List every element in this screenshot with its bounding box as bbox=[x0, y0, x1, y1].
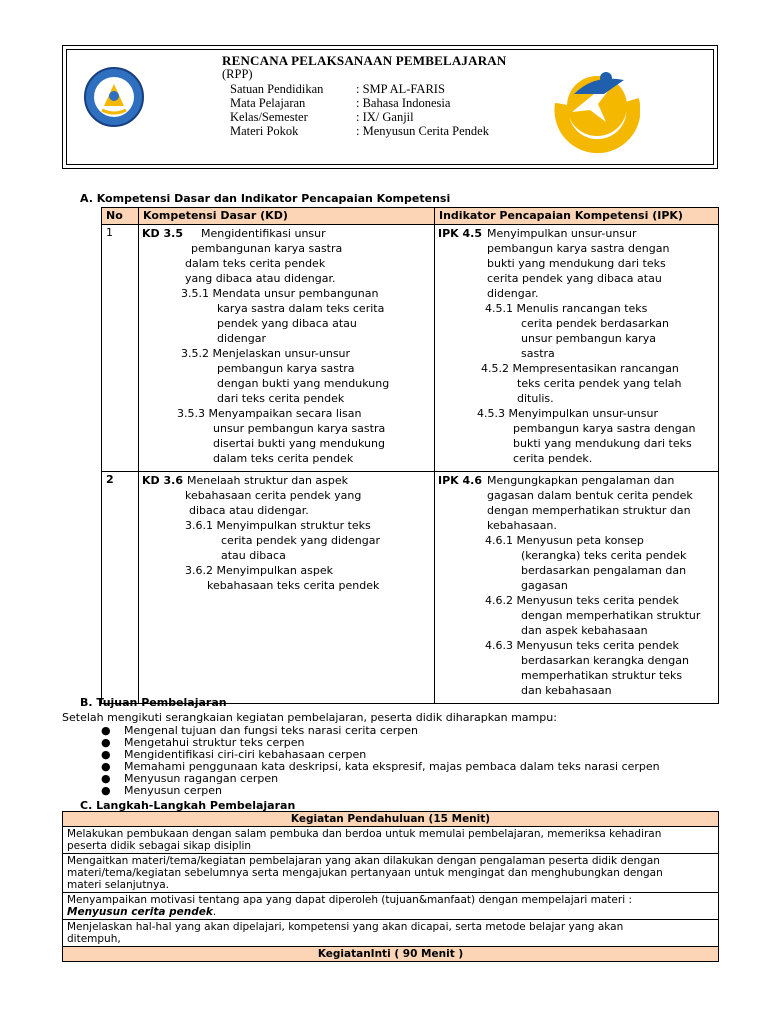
step-3 bbox=[63, 893, 719, 920]
r1kd-line: pendek yang dibaca atau bbox=[217, 317, 357, 330]
r1kd-line: karya sastra dalam teks cerita bbox=[217, 302, 385, 315]
r1kd-line: Mengidentifikasi unsur bbox=[201, 227, 326, 240]
col-ipk: Indikator Pencapaian Kompetensi (IPK) bbox=[435, 208, 719, 225]
r2ipk-line: (kerangka) teks cerita pendek bbox=[521, 549, 687, 562]
document-subtitle: (RPP) bbox=[222, 67, 253, 81]
step-2-line-3: materi selanjutnya. bbox=[67, 879, 170, 891]
r1kd-line: disertai bukti yang mendukung bbox=[213, 437, 385, 450]
r2ipk-line: 4.6.2 Menyusun teks cerita pendek bbox=[485, 594, 679, 607]
r1kd-line: dengan bukti yang mendukung bbox=[217, 377, 390, 390]
r1ipk-line: cerita pendek yang dibaca atau bbox=[487, 272, 662, 285]
r1ipk-line: Menyimpulkan unsur-unsur bbox=[487, 227, 637, 240]
r1ipk-line: 4.5.1 Menulis rancangan teks bbox=[485, 302, 648, 315]
r2ipk-line: gagasan dalam bentuk cerita pendek bbox=[487, 489, 693, 502]
r2ipk-line: dengan memperhatikan struktur bbox=[521, 609, 701, 622]
inti-header: KegiatanInti ( 90 Menit ) bbox=[63, 947, 719, 962]
table-row bbox=[63, 893, 719, 920]
r2ipk-line: gagasan bbox=[521, 579, 568, 592]
table-row bbox=[63, 920, 719, 947]
r2kd-head: KD 3.6 bbox=[142, 474, 183, 487]
header-value-satuan: : SMP AL-FARIS bbox=[356, 82, 445, 96]
r1ipk-line: pembangun karya sastra dengan bbox=[513, 422, 696, 435]
document-title: RENCANA PELAKSANAAN PEMBELAJARAN bbox=[222, 53, 507, 68]
kurikulum-2013-logo bbox=[554, 64, 640, 154]
header-value-kelas: : IX/ Ganjil bbox=[356, 110, 414, 124]
list-item: Memahami penggunaan kata deskripsi, kata ekspresif, majas pembaca dalam teks narasi cerpen bbox=[124, 760, 660, 773]
step-4-line-1: Menjelaskan hal-hal yang akan dipelajari, kompetensi yang akan dicapai, serta metode belajar yang akan bbox=[67, 921, 624, 933]
r2kd-line: Menelaah struktur dan aspek bbox=[187, 474, 348, 487]
r2kd-line: kebahasaan teks cerita pendek bbox=[207, 579, 380, 592]
row2-ipk-cell bbox=[435, 472, 719, 704]
r1kd-line: didengar bbox=[217, 332, 267, 345]
header-label-kelas: Kelas/Semester bbox=[230, 110, 308, 124]
r2ipk-line: dan kebahasaan bbox=[521, 684, 612, 697]
step-1-line-1: Melakukan pembukaan dengan salam pembuka dan berdoa untuk memulai pembelajaran, memeriksa kehadiran bbox=[67, 828, 662, 840]
row2-no: 2 bbox=[102, 472, 139, 704]
r1ipk-line: cerita pendek berdasarkan bbox=[521, 317, 669, 330]
r2ipk-line: memperhatikan struktur teks bbox=[521, 669, 683, 682]
r2ipk-head: IPK 4.6 bbox=[438, 474, 482, 487]
section-b-intro: Setelah mengikuti serangkaian kegiatan pembelajaran, peserta didik diharapkan mampu: bbox=[62, 711, 557, 724]
r1kd-line: pembangun karya sastra bbox=[217, 362, 355, 375]
r2ipk-line: 4.6.3 Menyusun teks cerita pendek bbox=[485, 639, 679, 652]
step-4 bbox=[63, 920, 719, 947]
table-row bbox=[63, 827, 719, 854]
r1ipk-line: 4.5.3 Menyimpulkan unsur-unsur bbox=[477, 407, 658, 420]
table-row bbox=[63, 854, 719, 893]
pendahuluan-header: Kegiatan Pendahuluan (15 Menit) bbox=[63, 812, 719, 827]
r1kd-line: dalam teks cerita pendek bbox=[213, 452, 354, 465]
header-label-mapel: Mata Pelajaran bbox=[230, 96, 306, 110]
header-value-materi: : Menyusun Cerita Pendek bbox=[356, 124, 489, 138]
r1ipk-line: teks cerita pendek yang telah bbox=[517, 377, 682, 390]
kompetensi-table bbox=[101, 207, 719, 704]
r2kd-line: 3.6.1 Menyimpulkan struktur teks bbox=[185, 519, 371, 532]
list-item: Mengetahui struktur teks cerpen bbox=[124, 736, 305, 749]
row1-kd-cell bbox=[139, 225, 435, 472]
step-3-materi: Menyusun cerita pendek bbox=[67, 906, 213, 918]
r2ipk-line: dengan memperhatikan struktur dan bbox=[487, 504, 691, 517]
r1ipk-line: sastra bbox=[521, 347, 555, 360]
r1ipk-line: pembangun karya sastra dengan bbox=[487, 242, 670, 255]
bullet-icon: ● bbox=[101, 784, 111, 797]
step-2-line-1: Mengaitkan materi/tema/kegiatan pembelajaran yang akan dilakukan dengan pengalaman peserta didik dengan bbox=[67, 855, 660, 867]
bullet-icon: ● bbox=[101, 724, 111, 737]
step-1-line-2: peserta didik sebagai sikap disiplin bbox=[67, 840, 252, 852]
r1kd-line: dari teks cerita pendek bbox=[217, 392, 345, 405]
list-item: Menyusun cerpen bbox=[124, 784, 222, 797]
row2-kd-cell bbox=[139, 472, 435, 704]
header-label-satuan: Satuan Pendidikan bbox=[230, 82, 324, 96]
step-4-line-2: ditempuh, bbox=[67, 933, 121, 945]
r2ipk-line: kebahasaan. bbox=[487, 519, 557, 532]
r1kd-line: 3.5.2 Menjelaskan unsur-unsur bbox=[181, 347, 351, 360]
r1kd-line: unsur pembangun karya sastra bbox=[213, 422, 386, 435]
table-header-row bbox=[102, 208, 719, 225]
bullet-icon: ● bbox=[101, 736, 111, 749]
r2ipk-line: berdasarkan pengalaman dan bbox=[521, 564, 687, 577]
section-a-title: A. Kompetensi Dasar dan Indikator Pencapaian Kompetensi bbox=[80, 192, 451, 205]
r1kd-line: dalam teks cerita pendek bbox=[185, 257, 326, 270]
row1-no: 1 bbox=[102, 225, 139, 472]
r2ipk-line: Mengungkapkan pengalaman dan bbox=[487, 474, 675, 487]
list-item: Menyusun ragangan cerpen bbox=[124, 772, 279, 785]
table-row bbox=[102, 225, 719, 472]
r2ipk-line: berdasarkan kerangka dengan bbox=[521, 654, 689, 667]
r2ipk-line: 4.6.1 Menyusun peta konsep bbox=[485, 534, 644, 547]
col-kd: Kompetensi Dasar (KD) bbox=[139, 208, 435, 225]
r1ipk-line: unsur pembangun karya bbox=[521, 332, 656, 345]
r2kd-line: cerita pendek yang didengar bbox=[221, 534, 380, 547]
langkah-table bbox=[62, 811, 719, 962]
r2kd-line: dibaca atau didengar. bbox=[189, 504, 309, 517]
section-c-title: C. Langkah-Langkah Pembelajaran bbox=[80, 799, 296, 812]
r1kd-line: 3.5.3 Menyampaikan secara lisan bbox=[177, 407, 362, 420]
r1ipk-line: didengar. bbox=[487, 287, 539, 300]
step-3-line-1: Menyampaikan motivasi tentang apa yang dapat diperoleh (tujuan&manfaat) dengan mempelajari materi : bbox=[67, 894, 632, 906]
table-row bbox=[102, 472, 719, 704]
r1ipk-line: bukti yang mendukung dari teks bbox=[487, 257, 666, 270]
r1ipk-line: 4.5.2 Mempresentasikan rancangan bbox=[481, 362, 679, 375]
row1-ipk-cell bbox=[435, 225, 719, 472]
r1ipk-head: IPK 4.5 bbox=[438, 227, 482, 240]
bullet-icon: ● bbox=[101, 772, 111, 785]
r1ipk-line: bukti yang mendukung dari teks bbox=[513, 437, 692, 450]
header-value-mapel: : Bahasa Indonesia bbox=[356, 96, 451, 110]
step-3-dot: . bbox=[212, 906, 217, 918]
r1ipk-line: cerita pendek. bbox=[513, 452, 593, 465]
bullet-icon: ● bbox=[101, 760, 111, 773]
header-label-materi: Materi Pokok bbox=[230, 124, 299, 138]
r1kd-head: KD 3.5 bbox=[142, 227, 183, 240]
tut-wuri-handayani-logo bbox=[78, 66, 150, 128]
bullet-icon: ● bbox=[101, 748, 111, 761]
r2kd-line: atau dibaca bbox=[221, 549, 286, 562]
r2kd-line: 3.6.2 Menyimpulkan aspek bbox=[185, 564, 333, 577]
section-b-title: B. Tujuan Pembelajaran bbox=[80, 696, 227, 709]
r1kd-line: yang dibaca atau didengar. bbox=[185, 272, 336, 285]
step-2-line-2: materi/tema/kegiatan sebelumnya serta mengajukan pertanyaan untuk mengingat dan menghubungkan dengan bbox=[67, 867, 663, 879]
step-2 bbox=[63, 854, 719, 893]
r1kd-line: 3.5.1 Mendata unsur pembangunan bbox=[181, 287, 379, 300]
r1ipk-line: ditulis. bbox=[517, 392, 554, 405]
col-no: No bbox=[102, 208, 139, 225]
list-item: Mengenal tujuan dan fungsi teks narasi cerita cerpen bbox=[124, 724, 418, 737]
r1kd-line: pembangunan karya sastra bbox=[191, 242, 343, 255]
r2kd-line: kebahasaan cerita pendek yang bbox=[185, 489, 362, 502]
r2ipk-line: dan aspek kebahasaan bbox=[521, 624, 648, 637]
list-item: Mengidentifikasi ciri-ciri kebahasaan cerpen bbox=[124, 748, 367, 761]
step-1 bbox=[63, 827, 719, 854]
